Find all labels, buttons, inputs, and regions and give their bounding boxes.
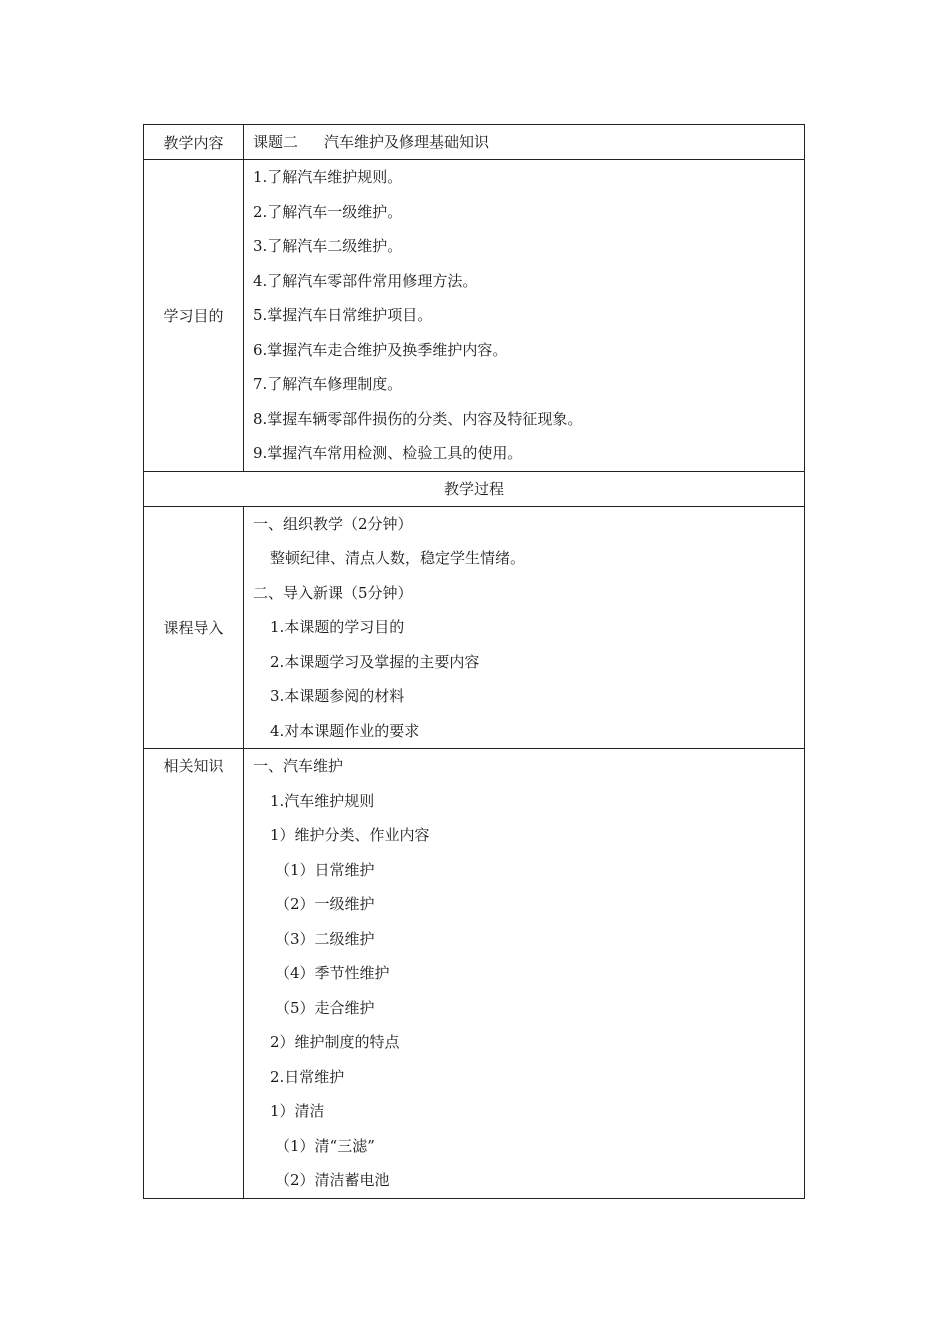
knowledge-line: 1）清洁 — [270, 1102, 325, 1120]
knowledge-line: （4）季节性维护 — [275, 964, 390, 982]
knowledge-cell — [244, 749, 805, 1199]
intro-line: 1.本课题的学习目的 — [270, 618, 405, 636]
intro-line: 二、导入新课（5分钟） — [253, 583, 413, 602]
objectives-label: 学习目的 — [144, 160, 244, 472]
objective-item: 3.了解汽车二级维护。 — [253, 237, 403, 255]
intro-label: 课程导入 — [144, 506, 244, 749]
knowledge-line: 1）维护分类、作业内容 — [270, 826, 430, 844]
knowledge-line: （5）走合维护 — [275, 998, 375, 1017]
knowledge-line: 2）维护制度的特点 — [270, 1033, 400, 1051]
lesson-title-cell — [244, 125, 805, 160]
objective-item: 6.掌握汽车走合维护及换季维护内容。 — [253, 340, 508, 359]
intro-line: 整顿纪律、清点人数，稳定学生情绪。 — [270, 549, 526, 567]
objectives-row — [144, 160, 805, 472]
intro-line: 3.本课题参阅的材料 — [270, 687, 405, 705]
lesson-title-row — [144, 125, 805, 160]
knowledge-line: 1.汽车维护规则 — [270, 791, 375, 810]
intro-line: 一、组织教学（2分钟） — [253, 514, 413, 533]
knowledge-line: （1）日常维护 — [275, 860, 375, 879]
lesson-title: 汽车维护及修理基础知识 — [324, 133, 490, 151]
objective-item: 2.了解汽车一级维护。 — [253, 202, 403, 221]
teaching-content-label: 教学内容 — [144, 125, 244, 160]
knowledge-row — [144, 749, 805, 1199]
objective-item: 5.掌握汽车日常维护项目。 — [253, 306, 433, 324]
objective-item: 9.掌握汽车常用检测、检验工具的使用。 — [253, 444, 523, 462]
knowledge-line: （1）清“三滤” — [275, 1136, 375, 1155]
intro-line: 2.本课题学习及掌握的主要内容 — [270, 652, 480, 671]
process-heading: 教学过程 — [144, 471, 805, 506]
objective-item: 4.了解汽车零部件常用修理方法。 — [253, 271, 478, 290]
knowledge-line: 一、汽车维护 — [253, 757, 344, 775]
knowledge-line: （2）清洁蓄电池 — [275, 1171, 390, 1189]
objective-item: 8.掌握车辆零部件损伤的分类、内容及特征现象。 — [253, 409, 583, 428]
lesson-plan-table — [143, 124, 805, 1199]
lesson-number: 课题二 — [253, 133, 299, 151]
intro-cell — [244, 506, 805, 749]
objective-item: 1.了解汽车维护规则。 — [253, 168, 403, 186]
knowledge-line: （3）二级维护 — [275, 929, 375, 948]
knowledge-label — [144, 749, 244, 1199]
knowledge-line: 2.日常维护 — [270, 1067, 345, 1086]
objectives-cell — [244, 160, 805, 472]
process-heading-row — [144, 471, 805, 506]
intro-row — [144, 506, 805, 749]
objective-item: 7.了解汽车修理制度。 — [253, 375, 403, 393]
intro-line: 4.对本课题作业的要求 — [270, 721, 420, 740]
knowledge-label-text: 相关知识 — [163, 757, 224, 775]
knowledge-line: （2）一级维护 — [275, 895, 375, 913]
